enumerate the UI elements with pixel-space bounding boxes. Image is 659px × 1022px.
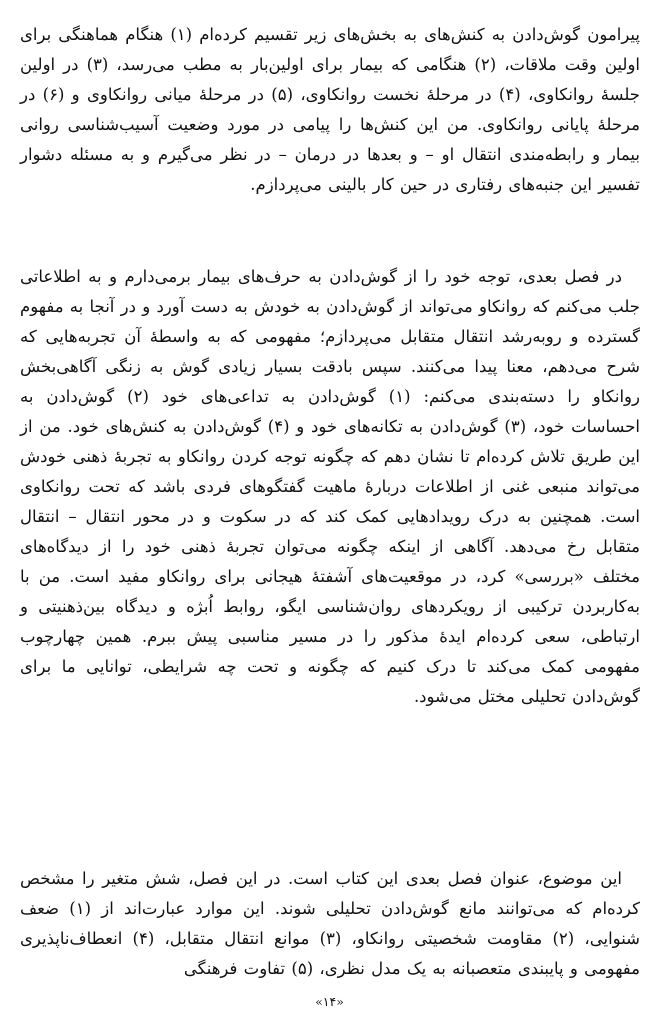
page-number: «۱۴»	[315, 994, 344, 1009]
paragraph-gap	[20, 834, 640, 864]
paragraph-gap	[20, 232, 640, 262]
page-body	[20, 20, 640, 984]
paragraph-1: پیرامون گوش‌دادن به کنش‌های به بخش‌های زیر تقسیم کرده‌ام (۱) هنگام هماهنگی برای اولین وقت ملاقات، (۲) هنگامی که بیمار برای اولین‌بار به مطب می‌رسد، (۳) در اولین جلسهٔ روانکاوی، (۴) در مرحلهٔ نخست روانکاوی، (۵) در مرحلهٔ میانی روانکاوی و (۶) در مرحلهٔ پایانی روانکاوی. من این کنش‌ها را پیامی در مورد وضعیت آسیب‌شناسی روانی بیمار و رابطه‌مندی انتقال او – و بعدها در درمان – در نظر می‌گیرم و به مسئله دشوار تفسیر این جنبه‌های رفتاری در حین کار بالینی می‌پردازم.	[20, 25, 640, 194]
paragraph-2: در فصل بعدی، توجه خود را از گوش‌دادن به حرف‌های بیمار برمی‌دارم و به اطلاعاتی جلب می‌کنم که روانکاو می‌تواند از گوش‌دادن به خودش به دست آورد و در آنجا به مفهوم گسترده و روبه‌رشد انتقال متقابل می‌پردازم؛ مفهومی که به واسطهٔ آن تجربه‌هایی که شرح می‌دهم، معنا پیدا می‌کنند. سپس بادقت بسیار زیادی گوش به زنگی آگاهی‌بخش روانکاو را دسته‌بندی می‌کنم: (۱) گوش‌دادن به تداعی‌های خود (۲) گوش‌دادن به احساسات خود، (۳) گوش‌دادن به تکانه‌های خود و (۴) گوش‌دادن به کنش‌های خود. من از این طریق تلاش کرده‌ام تا نشان دهم که چگونه توجه کردن روانکاو به تجربهٔ ذهنی خودش می‌تواند منبعی غنی از اطلاعات دربارهٔ ماهیت گفتگوهای فردی باشد که تحت روانکاوی است. همچنین به درک رویدادهایی کمک کند که در سکوت و در محور انتقال – انتقال متقابل رخ می‌دهد. آگاهی از اینکه چگونه می‌توان تجربهٔ ذهنی خود را از دیدگاه‌های مختلف «بررسی» کرد، در موقعیت‌های آشفتهٔ هیجانی برای روانکاو مفید است. من با به‌کاربردن ترکیبی از رویکردهای روان‌شناسی ایگو، روابط اُبژه و دیدگاه بین‌ذهنیتی و ارتباطی، سعی کرده‌ام ایدهٔ مذکور را در مسیر مناسبی پیش ببرم. همین چهارچوب مفهومی کمک می‌کند تا درک کنیم که چگونه و تحت چه شرایطی، توانایی ما برای گوش‌دادن تحلیلی مختل می‌شود.	[20, 267, 640, 706]
paragraph-3: این موضوع، عنوان فصل بعدی این کتاب است. در این فصل، شش متغیر را مشخص کرده‌ام که می‌توانند مانع گوش‌دادن تحلیلی شوند. این موارد عبارت‌اند از (۱) ضعف شنوایی، (۲) مقاومت شخصیتی روانکاو، (۳) موانع انتقال متقابل، (۴) انعطاف‌ناپذیری مفهومی و پایبندی متعصبانه به یک مدل نظری، (۵) تفاوت فرهنگی	[20, 869, 641, 978]
